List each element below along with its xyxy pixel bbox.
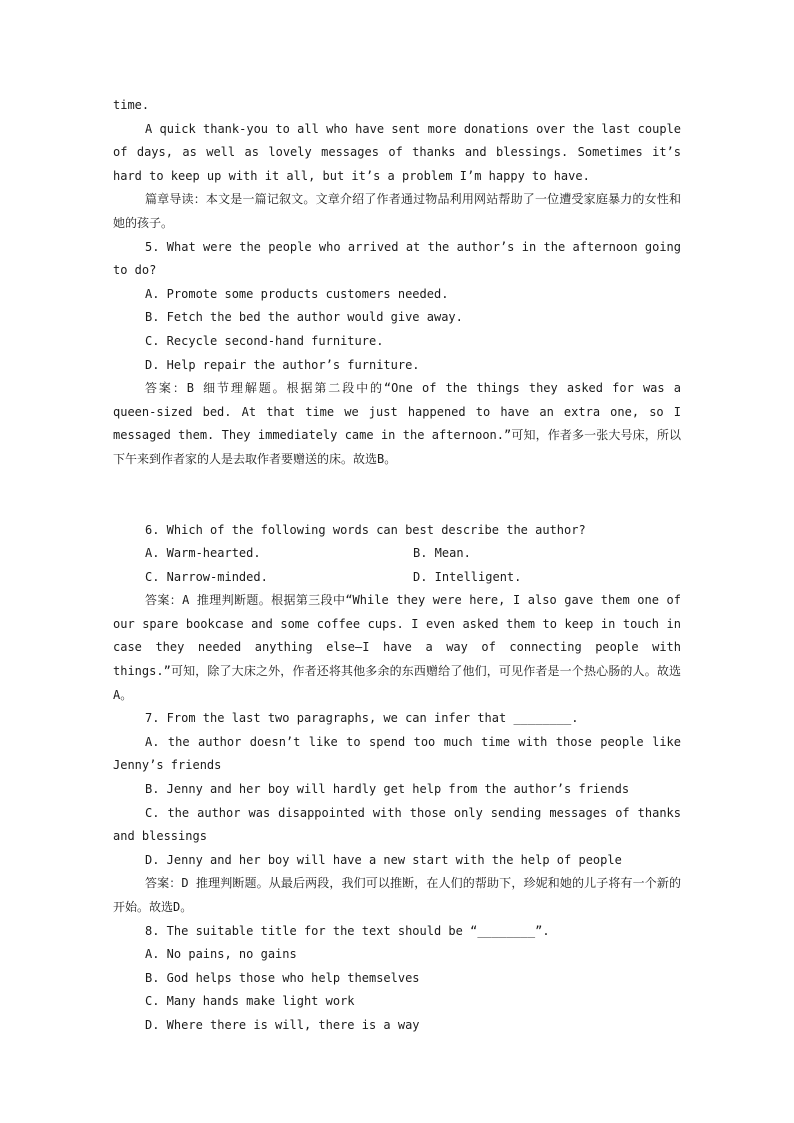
question-7 — [113, 707, 681, 919]
passage-line-end: time. — [113, 98, 150, 112]
option-a: A. the author doesn’t like to spend too much time with those people like Jenny’s friends — [113, 734, 681, 773]
answer-text: A 推理判断题。根据第三段中“While they were here, I also gave them one of our spare bookcase and some coffee cups. I even asked them to keep in touch in case they needed anything else—I have a way of connecting people with things.”可知，除了大床之外，作者还将其他多余的东西赠给了他们，可见作者是一个热心肠的人。故选A。 — [113, 593, 681, 702]
answer-text: D 推理判断题。从最后两段，我们可以推断，在人们的帮助下，珍妮和她的儿子将有一个新的开始。故选D。 — [113, 876, 681, 914]
question-stem: 7. From the last two paragraphs, we can infer that ________. — [145, 711, 579, 726]
option-a: A. Promote some products customers needed. — [145, 286, 449, 301]
question-5 — [113, 236, 681, 472]
blank-gap — [113, 472, 681, 519]
option-d: D. Where there is will, there is a way — [145, 1017, 420, 1032]
option-row — [113, 542, 681, 566]
option-b: B. God helps those who help themselves — [145, 970, 420, 985]
option-b: B. Fetch the bed the author would give away. — [145, 310, 463, 325]
answer-label: 答案： — [145, 593, 183, 608]
option-c: C. the author was disappointed with those only sending messages of thanks and blessings — [113, 805, 681, 844]
option-d: D. Jenny and her boy will have a new start with the help of people — [145, 852, 622, 867]
option-c: C. Recycle second-hand furniture. — [145, 333, 384, 348]
option-b: B. Jenny and her boy will hardly get help from the author’s friends — [145, 782, 630, 797]
document-page — [113, 94, 681, 1038]
question-stem: 6. Which of the following words can best describe the author? — [145, 522, 586, 537]
answer-label: 答案： — [145, 876, 182, 891]
passage-guide: 篇章导读：本文是一篇记叙文。文章介绍了作者通过物品利用网站帮助了一位遭受家庭暴力的女性和她的孩子。 — [113, 192, 681, 230]
option-b: B. Mean. — [413, 546, 471, 561]
answer-text: B 细节理解题。根据第二段中的“One of the things they asked for was a queen-sized bed. At that time we just happened to have an extra one, so I messaged them. They immediately came in the afternoon.”可知，作者多一张大号床，所以下午来到作者家的人是去取作者要赠送的床。故选B。 — [113, 381, 681, 466]
option-a: A. No pains, no gains — [145, 947, 297, 962]
answer-explanation — [113, 377, 681, 471]
question-stem: 5. What were the people who arrived at the author’s in the afternoon going to do? — [113, 239, 681, 278]
question-8 — [113, 920, 681, 1038]
answer-explanation — [113, 872, 681, 919]
option-a: A. Warm-hearted. — [145, 546, 261, 561]
option-d: D. Help repair the author’s furniture. — [145, 357, 420, 372]
option-c: C. Narrow-minded. — [145, 569, 268, 584]
question-stem: 8. The suitable title for the text should be “________”. — [145, 923, 550, 938]
option-row — [113, 566, 681, 590]
option-d: D. Intelligent. — [413, 569, 522, 584]
answer-label: 答案： — [145, 381, 187, 396]
answer-explanation — [113, 589, 681, 707]
question-6 — [113, 519, 681, 708]
option-c: C. Many hands make light work — [145, 994, 355, 1009]
passage-thanks-paragraph: A quick thank-you to all who have sent more donations over the last couple of days, as well as lovely messages of thanks and blessings. Sometimes it’s hard to keep up with it all, but it’s a problem I’m happy to have. — [113, 121, 681, 183]
